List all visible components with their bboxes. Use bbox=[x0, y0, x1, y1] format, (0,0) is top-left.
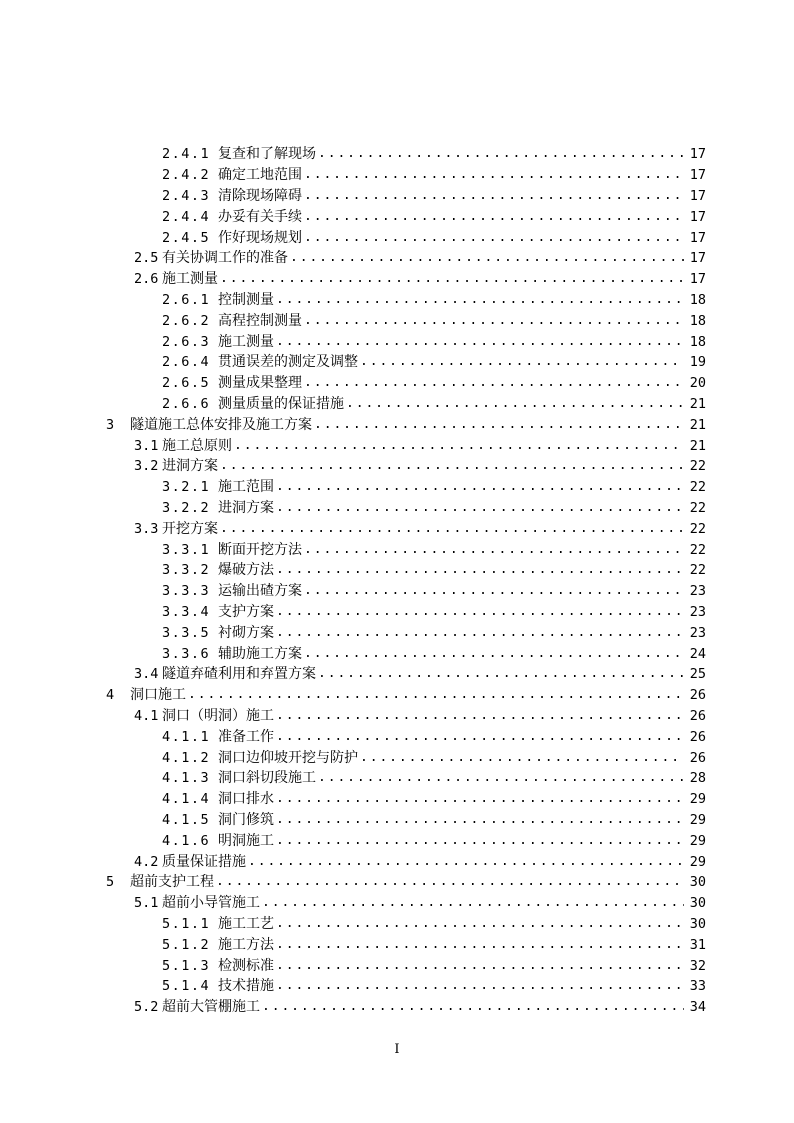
toc-entry-number: 4 bbox=[106, 687, 115, 704]
dot-leader bbox=[318, 768, 684, 788]
dot-leader bbox=[304, 165, 684, 185]
toc-entry-title: 洞口（明洞）施工 bbox=[162, 707, 274, 724]
toc-entry-page: 29 bbox=[689, 832, 706, 849]
toc-entry-page: 22 bbox=[689, 479, 706, 496]
toc-entry-number: 4.1.1 bbox=[162, 728, 211, 745]
toc-entry[interactable] bbox=[0, 477, 794, 498]
dot-leader bbox=[220, 519, 684, 539]
toc-entry-page: 23 bbox=[689, 624, 706, 641]
toc-entry[interactable] bbox=[0, 206, 794, 227]
toc-entry-page: 21 bbox=[689, 437, 706, 454]
toc-entry-page: 26 bbox=[689, 687, 706, 704]
dot-leader bbox=[360, 748, 684, 768]
toc-entry-title: 测量成果整理 bbox=[218, 375, 302, 392]
toc-entry-page: 29 bbox=[689, 811, 706, 828]
toc-entry-number: 3 bbox=[106, 416, 115, 433]
toc-entry-number: 4.1.3 bbox=[162, 770, 211, 787]
toc-entry[interactable] bbox=[0, 581, 794, 602]
toc-entry-number: 2.4.5 bbox=[162, 229, 211, 246]
dot-leader bbox=[276, 290, 684, 310]
toc-entry-number: 3.3.5 bbox=[162, 624, 211, 641]
toc-entry-title: 明洞施工 bbox=[218, 832, 274, 849]
toc-entry[interactable] bbox=[0, 602, 794, 623]
page-number: I bbox=[394, 1042, 400, 1057]
toc-entry-number: 4.1.2 bbox=[162, 749, 211, 766]
toc-entry[interactable] bbox=[0, 643, 794, 664]
toc-entry-page: 33 bbox=[689, 978, 706, 995]
toc-entry-title: 辅助施工方案 bbox=[218, 645, 302, 662]
toc-entry-title: 检测标准 bbox=[218, 957, 274, 974]
toc-entry-page: 17 bbox=[689, 250, 706, 267]
toc-entry-title: 超前支护工程 bbox=[130, 874, 214, 891]
toc-entry[interactable] bbox=[0, 747, 794, 768]
toc-entry-title: 洞口排水 bbox=[218, 791, 274, 808]
toc-entry-page: 22 bbox=[689, 562, 706, 579]
toc-entry[interactable] bbox=[0, 498, 794, 519]
dot-leader bbox=[304, 644, 684, 664]
toc-entry-number: 2.4.1 bbox=[162, 146, 211, 163]
toc-entry[interactable] bbox=[0, 726, 794, 747]
toc-entry[interactable] bbox=[0, 810, 794, 831]
toc-entry[interactable] bbox=[0, 893, 794, 914]
toc-entry[interactable] bbox=[0, 539, 794, 560]
toc-entry-number: 5 bbox=[106, 874, 115, 891]
toc-entry-number: 2.6.4 bbox=[162, 354, 211, 371]
toc-entry-number: 3.4 bbox=[134, 666, 159, 683]
toc-entry[interactable] bbox=[0, 290, 794, 311]
toc-entry-number: 3.3.3 bbox=[162, 583, 211, 600]
toc-entry[interactable] bbox=[0, 352, 794, 373]
toc-entry-title: 控制测量 bbox=[218, 291, 274, 308]
dot-leader bbox=[276, 560, 684, 580]
toc-entry-title: 进洞方案 bbox=[162, 458, 218, 475]
toc-entry[interactable] bbox=[0, 373, 794, 394]
toc-entry-title: 确定工地范围 bbox=[218, 167, 302, 184]
toc-entry-page: 17 bbox=[689, 167, 706, 184]
toc-entry-number: 5.1.3 bbox=[162, 957, 211, 974]
toc-entry-page: 18 bbox=[689, 291, 706, 308]
toc-entry-page: 21 bbox=[689, 395, 706, 412]
dot-leader bbox=[276, 956, 684, 976]
toc-entry-page: 21 bbox=[689, 416, 706, 433]
toc-entry-title: 质量保证措施 bbox=[162, 853, 246, 870]
toc-entry-page: 17 bbox=[689, 208, 706, 225]
toc-entry-title: 办妥有关手续 bbox=[218, 208, 302, 225]
toc-entry[interactable] bbox=[0, 186, 794, 207]
toc-entry-title: 复查和了解现场 bbox=[218, 146, 316, 163]
toc-entry-page: 22 bbox=[689, 458, 706, 475]
toc-entry-title: 衬砌方案 bbox=[218, 624, 274, 641]
toc-entry-page: 17 bbox=[689, 271, 706, 288]
toc-entry[interactable] bbox=[0, 560, 794, 581]
toc-entry-page: 17 bbox=[689, 229, 706, 246]
toc-entry-title: 洞口边仰坡开挖与防护 bbox=[218, 749, 358, 766]
toc-entry-page: 17 bbox=[689, 146, 706, 163]
dot-leader bbox=[276, 602, 684, 622]
toc-entry-title: 洞口施工 bbox=[130, 687, 186, 704]
toc-entry-page: 24 bbox=[689, 645, 706, 662]
toc-entry-title: 施工测量 bbox=[218, 333, 274, 350]
toc-entry[interactable] bbox=[0, 914, 794, 935]
toc-entry-number: 5.2 bbox=[134, 999, 159, 1016]
toc-entry-title: 隧道弃碴利用和弃置方案 bbox=[162, 666, 316, 683]
toc-entry-number: 3.2.2 bbox=[162, 499, 211, 516]
toc-entry-number: 5.1.1 bbox=[162, 915, 211, 932]
toc-entry-title: 超前小导管施工 bbox=[162, 895, 260, 912]
toc-entry-page: 34 bbox=[689, 999, 706, 1016]
dot-leader bbox=[304, 540, 684, 560]
dot-leader bbox=[276, 831, 684, 851]
toc-entry-page: 25 bbox=[689, 666, 706, 683]
toc-entry[interactable] bbox=[0, 518, 794, 539]
toc-entry-page: 29 bbox=[689, 853, 706, 870]
dot-leader bbox=[276, 706, 684, 726]
dot-leader bbox=[304, 311, 684, 331]
dot-leader bbox=[276, 914, 684, 934]
toc-entry-title: 有关协调工作的准备 bbox=[162, 250, 288, 267]
toc-entry[interactable] bbox=[0, 310, 794, 331]
toc-entry-number: 2.4.2 bbox=[162, 167, 211, 184]
toc-entry[interactable] bbox=[0, 269, 794, 290]
toc-entry-page: 26 bbox=[689, 749, 706, 766]
dot-leader bbox=[290, 248, 684, 268]
toc-entry-number: 3.3 bbox=[134, 520, 159, 537]
toc-entry-title: 爆破方法 bbox=[218, 562, 274, 579]
dot-leader bbox=[188, 685, 684, 705]
dot-leader bbox=[276, 477, 684, 497]
toc-entry-number: 3.1 bbox=[134, 437, 159, 454]
toc-entry-title: 贯通误差的测定及调整 bbox=[218, 354, 358, 371]
dot-leader bbox=[220, 456, 684, 476]
dot-leader bbox=[234, 436, 684, 456]
toc-entry-number: 2.5 bbox=[134, 250, 159, 267]
dot-leader bbox=[220, 269, 684, 289]
toc-entry-page: 28 bbox=[689, 770, 706, 787]
toc-entry-page: 30 bbox=[689, 895, 706, 912]
toc-entry-number: 3.2 bbox=[134, 458, 159, 475]
toc-entry-title: 断面开挖方法 bbox=[218, 541, 302, 558]
toc-entry[interactable] bbox=[0, 144, 794, 165]
toc-entry-number: 2.6.1 bbox=[162, 291, 211, 308]
toc-entry-number: 2.6.5 bbox=[162, 375, 211, 392]
toc-entry-page: 30 bbox=[689, 915, 706, 932]
dot-leader bbox=[318, 664, 684, 684]
toc-entry-title: 运输出碴方案 bbox=[218, 583, 302, 600]
toc-entry-number: 4.1.5 bbox=[162, 811, 211, 828]
toc-entry-page: 26 bbox=[689, 707, 706, 724]
toc-entry-title: 作好现场规划 bbox=[218, 229, 302, 246]
toc-entry-number: 3.3.6 bbox=[162, 645, 211, 662]
toc-entry[interactable] bbox=[0, 394, 794, 415]
toc-entry[interactable] bbox=[0, 622, 794, 643]
toc-entry-page: 29 bbox=[689, 791, 706, 808]
toc-entry[interactable] bbox=[0, 706, 794, 727]
dot-leader bbox=[360, 352, 684, 372]
toc-entry[interactable] bbox=[0, 934, 794, 955]
toc-entry-number: 3.3.2 bbox=[162, 562, 211, 579]
dot-leader bbox=[304, 186, 684, 206]
toc-entry-title: 支护方案 bbox=[218, 603, 274, 620]
toc-entry[interactable] bbox=[0, 664, 794, 685]
dot-leader bbox=[262, 893, 684, 913]
toc-entry-title: 进洞方案 bbox=[218, 499, 274, 516]
toc-entry[interactable] bbox=[0, 872, 794, 893]
toc-entry-page: 20 bbox=[689, 375, 706, 392]
toc-entry-number: 3.2.1 bbox=[162, 479, 211, 496]
toc-entry[interactable] bbox=[0, 414, 794, 435]
toc-entry-title: 施工范围 bbox=[218, 479, 274, 496]
toc-entry-number: 3.3.1 bbox=[162, 541, 211, 558]
dot-leader bbox=[304, 207, 684, 227]
toc-entry[interactable] bbox=[0, 789, 794, 810]
dot-leader bbox=[304, 373, 684, 393]
toc-entry[interactable] bbox=[0, 830, 794, 851]
toc-entry[interactable] bbox=[0, 997, 794, 1018]
toc-entry[interactable] bbox=[0, 165, 794, 186]
toc-entry-page: 18 bbox=[689, 312, 706, 329]
toc-entry[interactable] bbox=[0, 685, 794, 706]
toc-entry-number: 2.6 bbox=[134, 271, 159, 288]
toc-entry-title: 开挖方案 bbox=[162, 520, 218, 537]
dot-leader bbox=[276, 498, 684, 518]
toc-entry-title: 高程控制测量 bbox=[218, 312, 302, 329]
dot-leader bbox=[262, 997, 684, 1017]
dot-leader bbox=[276, 935, 684, 955]
toc-entry-number: 2.4.4 bbox=[162, 208, 211, 225]
toc-entry[interactable] bbox=[0, 331, 794, 352]
dot-leader bbox=[346, 394, 684, 414]
dot-leader bbox=[314, 415, 684, 435]
dot-leader bbox=[216, 872, 684, 892]
toc-entry-number: 5.1.2 bbox=[162, 936, 211, 953]
toc-entry-title: 技术措施 bbox=[218, 978, 274, 995]
toc-entry-number: 2.4.3 bbox=[162, 187, 211, 204]
toc-entry-title: 施工总原则 bbox=[162, 437, 232, 454]
toc-entry-title: 清除现场障碍 bbox=[218, 187, 302, 204]
toc-entry-page: 31 bbox=[689, 936, 706, 953]
toc-entry[interactable] bbox=[0, 768, 794, 789]
toc-entry-title: 超前大管棚施工 bbox=[162, 999, 260, 1016]
toc-entry[interactable] bbox=[0, 435, 794, 456]
toc-entry-number: 3.3.4 bbox=[162, 603, 211, 620]
toc-entry-page: 22 bbox=[689, 541, 706, 558]
toc-entry-title: 准备工作 bbox=[218, 728, 274, 745]
toc-entry-title: 施工测量 bbox=[162, 271, 218, 288]
toc-entry-page: 32 bbox=[689, 957, 706, 974]
toc-entry-number: 4.1 bbox=[134, 707, 159, 724]
toc-entry[interactable] bbox=[0, 456, 794, 477]
toc-entry-number: 4.2 bbox=[134, 853, 159, 870]
toc-entry-title: 施工工艺 bbox=[218, 915, 274, 932]
toc-entry-number: 2.6.2 bbox=[162, 312, 211, 329]
toc-entry-page: 30 bbox=[689, 874, 706, 891]
toc-entry-page: 22 bbox=[689, 499, 706, 516]
dot-leader bbox=[276, 332, 684, 352]
dot-leader bbox=[248, 852, 684, 872]
toc-entry-page: 23 bbox=[689, 603, 706, 620]
toc-entry-number: 4.1.6 bbox=[162, 832, 211, 849]
toc-entry-title: 测量质量的保证措施 bbox=[218, 395, 344, 412]
toc-entry-page: 19 bbox=[689, 354, 706, 371]
toc-entry[interactable] bbox=[0, 851, 794, 872]
toc-entry[interactable] bbox=[0, 227, 794, 248]
toc-entry-page: 23 bbox=[689, 583, 706, 600]
toc-entry-number: 2.6.3 bbox=[162, 333, 211, 350]
dot-leader bbox=[276, 976, 684, 996]
dot-leader bbox=[318, 144, 684, 164]
dot-leader bbox=[304, 228, 684, 248]
toc-entry-title: 洞门修筑 bbox=[218, 811, 274, 828]
dot-leader bbox=[276, 789, 684, 809]
toc-entry-page: 22 bbox=[689, 520, 706, 537]
dot-leader bbox=[276, 727, 684, 747]
toc-entry[interactable] bbox=[0, 248, 794, 269]
toc-entry-page: 26 bbox=[689, 728, 706, 745]
toc-entry-title: 洞口斜切段施工 bbox=[218, 770, 316, 787]
toc-entry-title: 隧道施工总体安排及施工方案 bbox=[130, 416, 312, 433]
toc-entry-number: 5.1.4 bbox=[162, 978, 211, 995]
toc-entry-number: 2.6.6 bbox=[162, 395, 211, 412]
toc-entry[interactable] bbox=[0, 955, 794, 976]
toc-entry[interactable] bbox=[0, 976, 794, 997]
toc-entry-title: 施工方法 bbox=[218, 936, 274, 953]
toc-entry-number: 5.1 bbox=[134, 895, 159, 912]
toc-entry-number: 4.1.4 bbox=[162, 791, 211, 808]
toc-entry-page: 18 bbox=[689, 333, 706, 350]
dot-leader bbox=[276, 623, 684, 643]
dot-leader bbox=[304, 581, 684, 601]
toc-entry-page: 17 bbox=[689, 187, 706, 204]
dot-leader bbox=[276, 810, 684, 830]
